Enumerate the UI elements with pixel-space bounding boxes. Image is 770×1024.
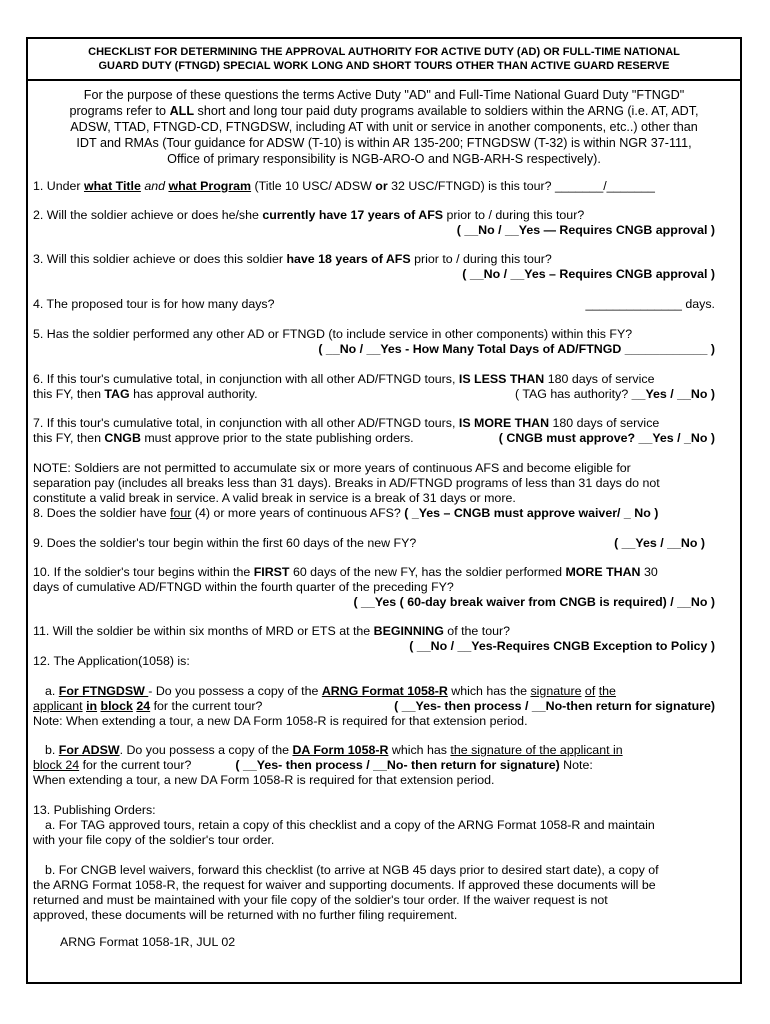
question-12b: b. For ADSW. Do you possess a copy of the DA Form 1058-R which has the signature of the applicant in block 24 for the current tour? ( __Yes- then process / __No- then return for signature) Note: When extending a tour, a new DA Form 1058-R is required for that extension period. — [33, 743, 623, 787]
question-6: 6. If this tour's cumulative total, in conjunction with all other AD/FTNGD tours, IS LESS THAN 180 days of service this FY, then TAG has approval authority. ( TAG has authority? __Yes / __No ) — [33, 372, 715, 401]
answer-q11[interactable]: ( __No / __Yes-Requires CNGB Exception to Policy ) — [409, 639, 715, 653]
question-1: 1. Under what Title and what Program (Title 10 USC/ ADSW or 32 USC/FTNGD) is this tour? _______/_______ — [33, 179, 655, 193]
intro-line: IDT and RMAs (Tour guidance for ADSW (T-10) is within AR 135-200; FTNGDSW (T-32) is within NGR 37-111, — [76, 136, 692, 150]
answer-q7[interactable]: ( CNGB must approve? __Yes / _No ) — [498, 431, 715, 445]
intro-line: For the purpose of these questions the terms Active Duty "AD" and Full-Time National Guard Duty "FTNGD" — [83, 88, 685, 102]
answer-q12b[interactable]: ( __Yes- then process / __No- then return for signature) — [235, 758, 560, 772]
intro-line: ADSW, TTAD, FTNGD-CD, FTNGDSW, including AT with unit or service in another components, etc..) other than — [70, 120, 698, 134]
answer-q10[interactable]: ( __Yes ( 60-day break waiver from CNGB is required) / __No ) — [353, 595, 715, 609]
answer-q5[interactable]: ( __No / __Yes - How Many Total Days of AD/FTNGD ____________ ) — [318, 342, 715, 356]
question-9: 9. Does the soldier's tour begin within the first 60 days of the new FY? ( __Yes / __No ) — [33, 536, 705, 550]
intro-paragraph — [28, 87, 740, 167]
answer-q9[interactable]: ( __Yes / __No ) — [614, 536, 705, 550]
intro-line: Office of primary responsibility is NGB-ARO-O and NGB-ARH-S respectively). — [167, 152, 601, 166]
form-header — [28, 39, 740, 81]
header-line-2: GUARD DUTY (FTNGD) SPECIAL WORK LONG AND SHORT TOURS OTHER THAN ACTIVE GUARD RESERVE — [98, 60, 670, 72]
note-block: NOTE: Soldiers are not permitted to accumulate six or more years of continuous AFS and become eligible for separation pay (includes all breaks less than 31 days). Breaks in AD/FTNGD programs of less than 31 days do not constitute a valid break in service. A valid break in service is a break of 31 days or more. 8. Does the soldier have four (4) or more years of continuous AFS? ( _Yes – CNGB must approve waiver/ _ No ) — [33, 461, 715, 521]
question-10: 10. If the soldier's tour begins within the FIRST 60 days of the new FY, has the soldier performed MORE THAN 30 days of cumulative AD/FTNGD within the fourth quarter of the preceding FY? ( __Yes ( 60-day break waiver from CNGB is required) / __No ) — [33, 565, 715, 609]
answer-q6[interactable]: ( TAG has authority? __Yes / __No ) — [515, 387, 715, 401]
question-5: 5. Has the soldier performed any other AD or FTNGD (to include service in other components) within this FY? ( __No / __Yes - How Many Total Days of AD/FTNGD ____________ ) — [33, 327, 715, 356]
question-13: 13. Publishing Orders: a. For TAG approved tours, retain a copy of this checklist and a copy of the ARNG Format 1058-R and maintain with your file copy of the soldier's tour order. b. For CNGB level waivers, forward this checklist (to arrive at NGB 45 days prior to desired start date), a copy of the ARNG Format 1058-R, the request for waiver and supporting documents. If approved these documents will be returned and must be maintained with your file copy of the soldier's tour order. If the waiver request is not approved, these documents will be returned with no further filing requirement. — [33, 803, 659, 922]
question-2: 2. Will the soldier achieve or does he/she currently have 17 years of AFS prior to / during this tour? ( __No / __Yes — Requires CNGB approval ) — [33, 208, 715, 237]
question-11: 11. Will the soldier be within six months of MRD or ETS at the BEGINNING of the tour? ( __No / __Yes-Requires CNGB Exception to Policy ) 12. The Application(1058) is: — [33, 624, 715, 668]
question-8: 8. Does the soldier have four (4) or more years of continuous AFS? ( _Yes – CNGB must approve waiver/ _ No ) — [33, 506, 659, 520]
form-footer: ARNG Format 1058-1R, JUL 02 — [60, 935, 236, 949]
question-3: 3. Will this soldier achieve or does this soldier have 18 years of AFS prior to / during this tour? ( __No / __Yes – Requires CNGB approval ) — [33, 252, 715, 281]
header-line-1: CHECKLIST FOR DETERMINING THE APPROVAL AUTHORITY FOR ACTIVE DUTY (AD) OR FULL-TIME NATIONAL — [88, 46, 680, 58]
question-12-heading: 12. The Application(1058) is: — [33, 654, 190, 668]
answer-q12a[interactable]: ( __Yes- then process / __No-then return for signature) — [394, 699, 715, 713]
intro-line: programs refer to ALL short and long tour paid duty programs available to soldiers within the ARNG (i.e. AT, ADT, — [69, 104, 699, 118]
question-7: 7. If this tour's cumulative total, in conjunction with all other AD/FTNGD tours, IS MORE THAN 180 days of service this FY, then CNGB must approve prior to the state publishing orders. ( CNGB must approve? __Yes / _No ) — [33, 416, 715, 445]
question-4: 4. The proposed tour is for how many days? ______________ days. — [33, 297, 715, 311]
answer-q4[interactable]: ______________ days. — [585, 297, 715, 311]
question-12a: a. For FTNGDSW - Do you possess a copy of the ARNG Format 1058-R which has the signature of the applicant in block 24 for the current tour? ( __Yes- then process / __No-then return for signature) Note: When extending a tour, a new DA Form 1058-R is required for that extension period. — [33, 684, 715, 728]
answer-q3[interactable]: ( __No / __Yes – Requires CNGB approval ) — [462, 267, 715, 281]
answer-q2[interactable]: ( __No / __Yes — Requires CNGB approval ) — [456, 223, 715, 237]
answer-q8[interactable]: ( _Yes – CNGB must approve waiver/ _ No ) — [404, 506, 659, 520]
